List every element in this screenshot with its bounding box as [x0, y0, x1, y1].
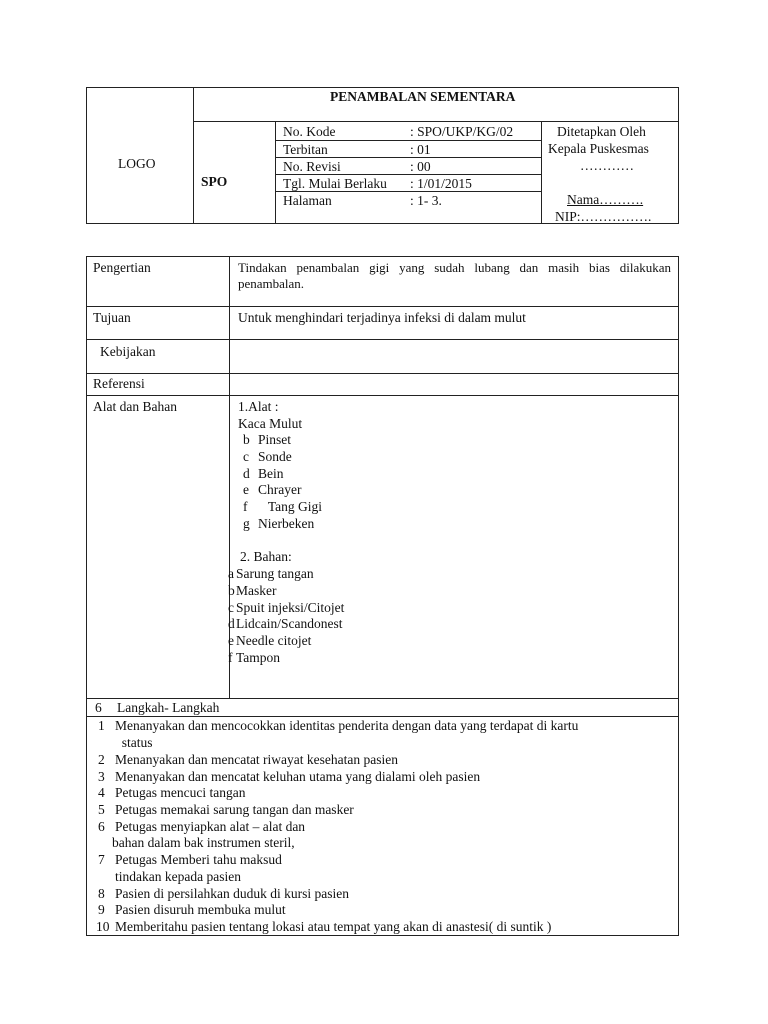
step-text: Petugas Memberi tahu maksud	[115, 852, 282, 867]
approval-line: Kepala Puskesmas	[548, 141, 649, 156]
field-label: No. Kode	[283, 124, 336, 139]
list-item: Tampon	[236, 650, 281, 665]
document-title: PENAMBALAN SEMENTARA	[330, 89, 516, 104]
approval-dots: …………	[580, 158, 634, 173]
alat-heading: 1.Alat :	[238, 399, 279, 414]
step-text-continued: bahan dalam bak instrumen steril,	[112, 835, 295, 850]
step-number: 8	[98, 886, 105, 901]
list-marker: e	[243, 482, 249, 497]
list-marker: e	[228, 633, 234, 648]
list-marker: f	[228, 650, 233, 665]
field-label: No. Revisi	[283, 159, 341, 174]
list-marker: c	[243, 449, 249, 464]
step-number: 4	[98, 785, 105, 800]
list-item: Sarung tangan	[236, 566, 314, 581]
step-text: Menanyakan dan mencocokkan identitas penderita dengan data yang terdapat di kartu	[115, 718, 579, 733]
step-number: 10	[96, 919, 110, 934]
step-number: 5	[98, 802, 105, 817]
step-number: 1	[98, 718, 105, 733]
alat-item-first: Kaca Mulut	[238, 416, 303, 431]
step-number: 9	[98, 902, 105, 917]
approval-nama: Nama……….	[567, 192, 644, 207]
list-item: Sonde	[258, 449, 292, 464]
list-marker: b	[228, 583, 235, 598]
field-value: : 01	[410, 142, 431, 157]
step-number: 2	[98, 752, 105, 767]
field-label: Tgl. Mulai Berlaku	[283, 176, 387, 191]
list-marker: g	[243, 516, 250, 531]
pengertian-text: Tindakan penambalan gigi yang sudah lubang dan masih bias dilakukan penambalan.	[238, 260, 671, 291]
field-value: : 1- 3.	[410, 193, 442, 208]
field-value: : SPO/UKP/KG/02	[410, 124, 514, 139]
step-text: Pasien disuruh membuka mulut	[115, 902, 286, 917]
list-marker: d	[243, 466, 250, 481]
pengertian-label: Pengertian	[93, 260, 151, 275]
step-text: Memberitahu pasien tentang lokasi atau tempat yang akan di anastesi( di suntik )	[115, 919, 552, 934]
logo-placeholder: LOGO	[118, 156, 156, 171]
list-item: Masker	[236, 583, 277, 598]
list-marker: d	[228, 616, 235, 631]
step-text: Petugas memakai sarung tangan dan masker	[115, 802, 354, 817]
step-text: Menanyakan dan mencatat keluhan utama yang dialami oleh pasien	[115, 769, 481, 784]
list-item: Spuit injeksi/Citojet	[236, 600, 345, 615]
step-text: Petugas mencuci tangan	[115, 785, 246, 800]
list-item: Bein	[258, 466, 284, 481]
step-number: 6	[98, 819, 105, 834]
list-item: Chrayer	[258, 482, 302, 497]
langkah-heading: Langkah- Langkah	[117, 700, 220, 715]
list-item: Needle citojet	[236, 633, 312, 648]
step-number: 7	[98, 852, 105, 867]
field-value: : 00	[410, 159, 431, 174]
list-marker: b	[243, 432, 250, 447]
bahan-heading: 2. Bahan:	[240, 549, 292, 564]
step-text: Pasien di persilahkan duduk di kursi pasien	[115, 886, 349, 901]
list-marker: a	[228, 566, 234, 581]
field-label: Terbitan	[283, 142, 328, 157]
step-text-continued: status	[115, 735, 153, 750]
field-label: Halaman	[283, 193, 332, 208]
step-text: Menanyakan dan mencatat riwayat kesehatan pasien	[115, 752, 398, 767]
kebijakan-label: Kebijakan	[100, 344, 156, 359]
langkah-heading-number: 6	[95, 700, 102, 715]
step-text-continued: tindakan kepada pasien	[115, 869, 241, 884]
step-text: Petugas menyiapkan alat – alat dan	[115, 819, 306, 834]
step-number: 3	[98, 769, 105, 784]
list-marker: f	[243, 499, 248, 514]
referensi-label: Referensi	[93, 376, 145, 391]
list-marker: c	[228, 600, 234, 615]
tujuan-text: Untuk menghindari terjadinya infeksi di dalam mulut	[238, 310, 526, 325]
list-item: Tang Gigi	[258, 499, 323, 514]
spo-label: SPO	[201, 174, 228, 189]
list-item: Lidcain/Scandonest	[236, 616, 343, 631]
field-value: : 1/01/2015	[410, 176, 472, 191]
list-item: Nierbeken	[258, 516, 315, 531]
approval-line: Ditetapkan Oleh	[557, 124, 646, 139]
alat-bahan-label: Alat dan Bahan	[93, 399, 177, 414]
list-item: Pinset	[258, 432, 292, 447]
approval-nip: NIP:…………….	[555, 209, 652, 224]
tujuan-label: Tujuan	[93, 310, 131, 325]
